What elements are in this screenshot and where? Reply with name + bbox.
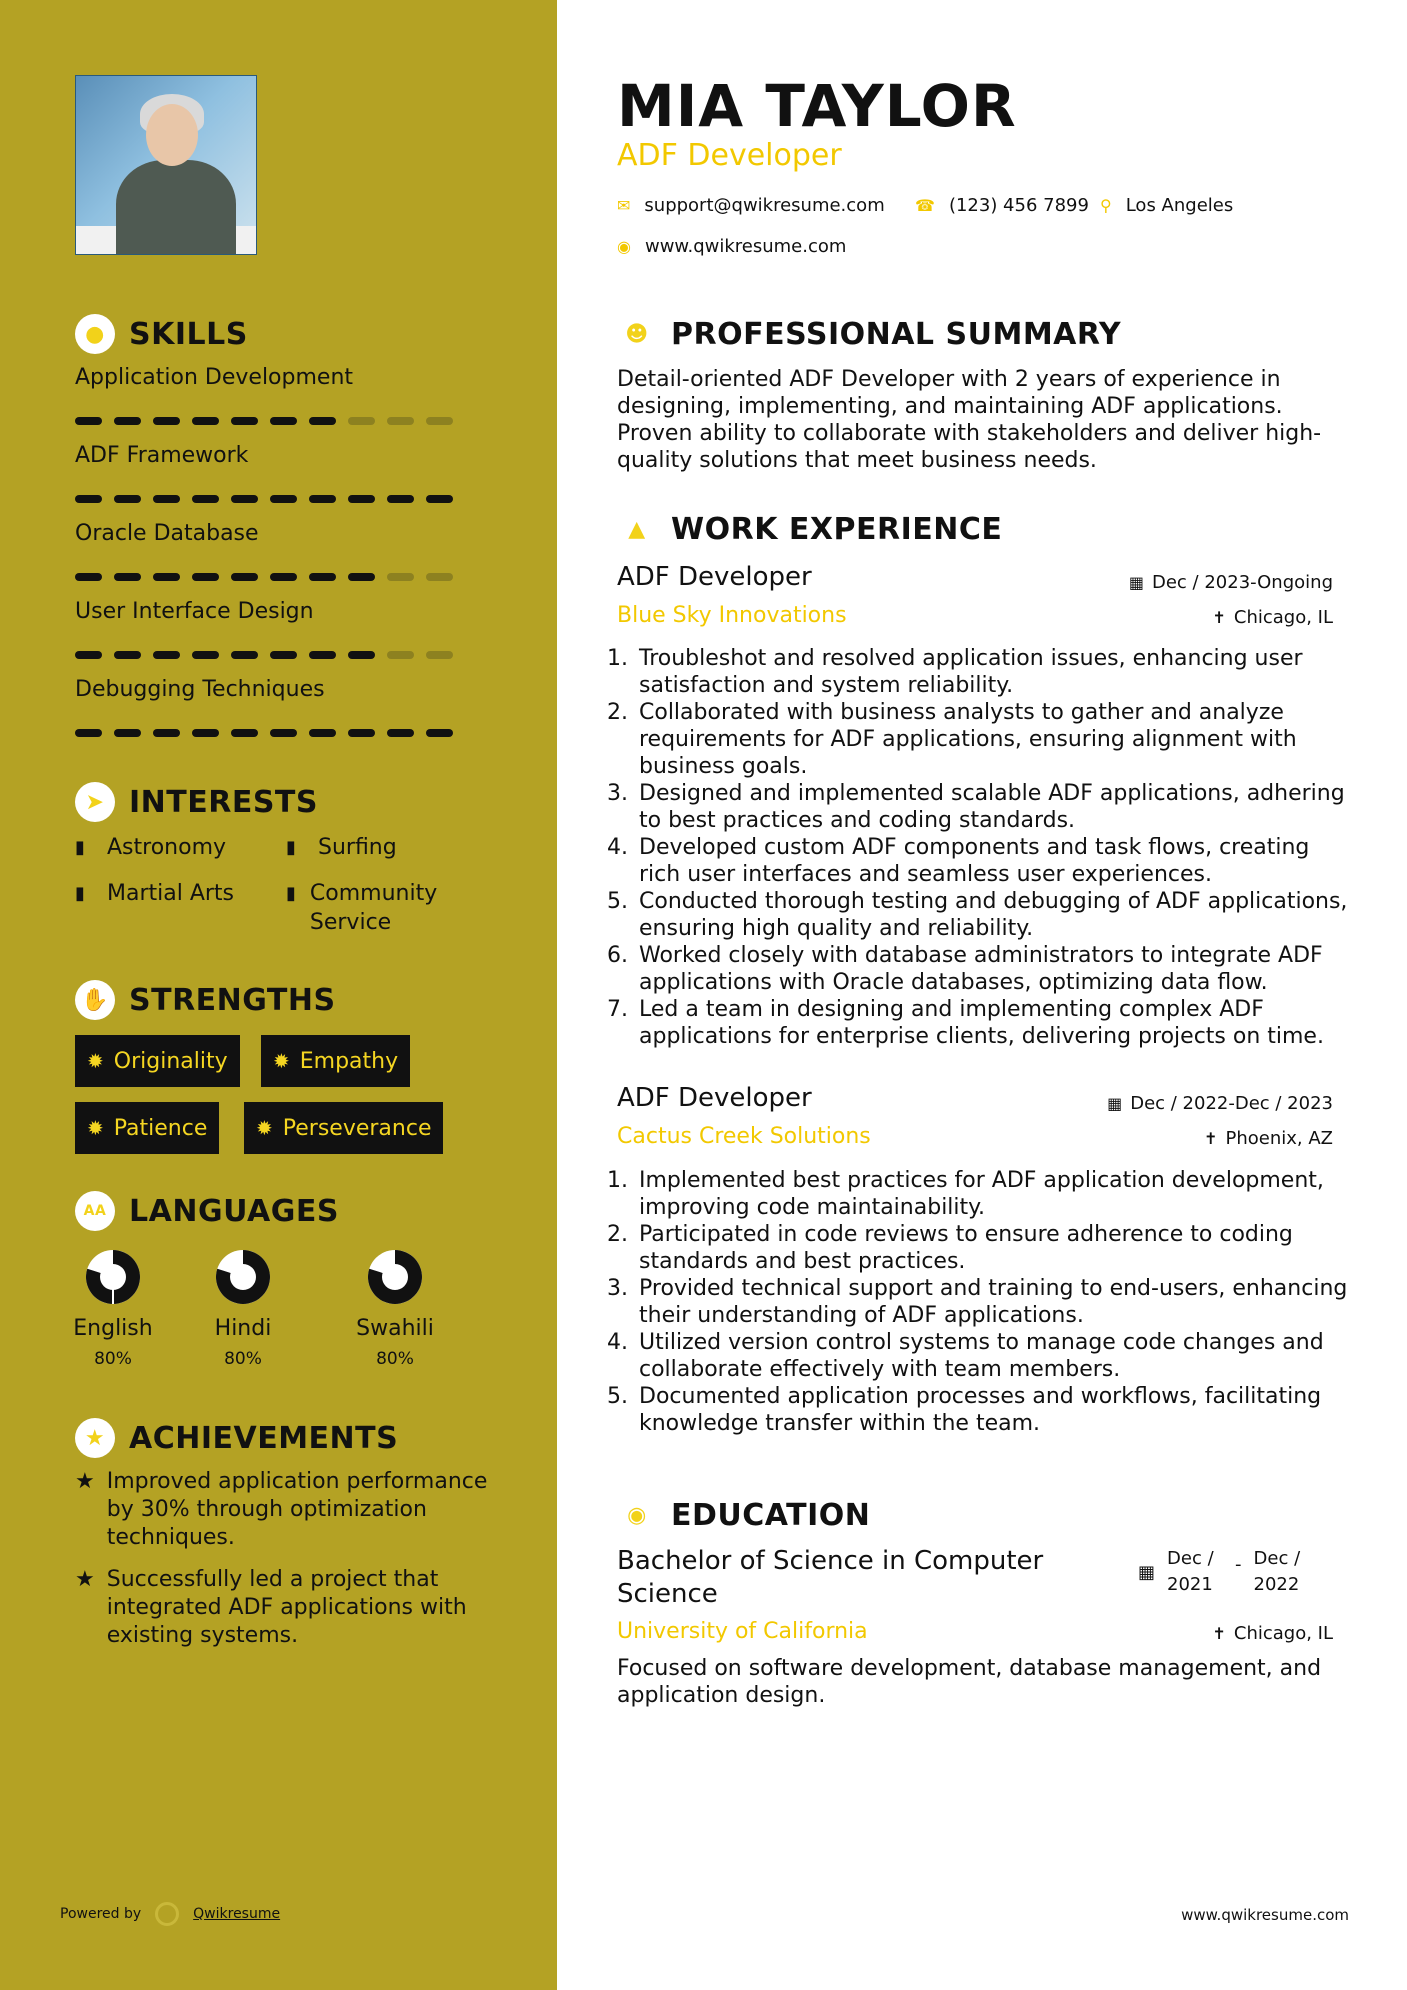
skill-label: ADF Framework [75, 443, 249, 468]
languages-heading: AА LANGUAGES [75, 1191, 339, 1231]
skill-level-dash [153, 573, 180, 581]
chair-icon: ▲ [617, 509, 657, 549]
language-item [330, 1248, 460, 1369]
skill-level-dash [270, 729, 297, 737]
qwikresume-link[interactable]: Qwikresume [193, 1906, 281, 1922]
skill-level-dash [387, 417, 414, 425]
achievements-heading: ★ ACHIEVEMENTS [75, 1418, 398, 1458]
interests-heading: ➤ INTERESTS [75, 782, 318, 822]
job-company: Cactus Creek Solutions [617, 1124, 871, 1149]
skill-level-dash [387, 651, 414, 659]
sun-icon: ✹ [87, 1116, 104, 1140]
interest-item: ▮ Martial Arts [75, 881, 235, 906]
job-location: ✝ Phoenix, AZ [1204, 1128, 1333, 1149]
lightbulb-icon: ● [75, 314, 115, 354]
skill-level-bar [75, 729, 453, 737]
skill-level-dash [75, 573, 102, 581]
map-pin-icon: ⚲ [1100, 196, 1112, 215]
skill-level-dash [270, 495, 297, 503]
achievement-item: ★ Improved application performance by 30% through optimization techniques. [75, 1469, 488, 1550]
skill-level-dash [192, 573, 219, 581]
education-description: Focused on software development, database management, and application design. [617, 1656, 1322, 1708]
fist-icon: ✋ [75, 980, 115, 1020]
duty-item: 3. Provided technical support and training to end-users, enhancing their understanding of ADF applications. [635, 1275, 1355, 1329]
skill-level-dash [387, 729, 414, 737]
sun-icon: ✹ [256, 1116, 273, 1140]
duty-item: 3. Designed and implemented scalable ADF applications, adhering to best practices and coding standards. [635, 780, 1355, 834]
job-title: ADF Developer [617, 1083, 812, 1113]
skill-label: Debugging Techniques [75, 677, 325, 702]
calendar-icon: ▦ [1138, 1562, 1156, 1583]
sun-icon: ✹ [273, 1049, 290, 1073]
skill-level-dash [114, 495, 141, 503]
skill-level-dash [348, 729, 375, 737]
skill-level-dash [309, 651, 336, 659]
experience-heading: ▲ WORK EXPERIENCE [617, 509, 1002, 549]
education-location: ✝ Chicago, IL [1212, 1623, 1333, 1644]
powered-by: Powered by Qwikresume [60, 1902, 280, 1926]
language-name: English [73, 1316, 153, 1341]
duty-item: 2. Participated in code reviews to ensure adherence to coding standards and best practices. [635, 1221, 1355, 1275]
globe-icon: ◉ [617, 237, 631, 256]
star-icon: ★ [75, 1567, 95, 1592]
language-pie [84, 1248, 142, 1306]
duty-item: 7. Led a team in designing and implementing complex ADF applications for enterprise clients, delivering projects on time. [635, 996, 1355, 1050]
skill-level-bar [75, 417, 453, 425]
envelope-icon: ✉ [617, 196, 631, 215]
skill-level-dash [231, 417, 258, 425]
skill-level-dash [270, 651, 297, 659]
skill-level-dash [114, 651, 141, 659]
duty-item: 4. Utilized version control systems to manage code changes and collaborate effectively with team members. [635, 1329, 1355, 1383]
skill-level-dash [348, 651, 375, 659]
book-icon: ▮ [75, 883, 85, 904]
skill-level-bar [75, 495, 453, 503]
skill-level-dash [348, 573, 375, 581]
duty-item: 6. Worked closely with database administrators to integrate ADF applications with Oracle databases, optimizing data flow. [635, 942, 1355, 996]
skill-level-dash [192, 495, 219, 503]
skill-level-dash [231, 573, 258, 581]
interest-item: ▮ Surfing [286, 835, 397, 860]
skill-level-dash [192, 651, 219, 659]
skill-label: Application Development [75, 365, 354, 390]
book-icon: ▮ [286, 883, 296, 904]
strength-tag: ✹ Patience [75, 1102, 219, 1154]
language-pie [366, 1248, 424, 1306]
language-name: Swahili [356, 1316, 434, 1341]
language-percent: 80% [376, 1349, 414, 1369]
skill-level-dash [426, 651, 453, 659]
education-degree: Bachelor of Science in Computer Science [617, 1546, 1044, 1609]
sidebar [0, 0, 557, 1990]
language-item [48, 1248, 178, 1369]
skill-level-dash [75, 417, 102, 425]
candidate-role: ADF Developer [617, 138, 842, 173]
skill-level-dash [309, 573, 336, 581]
skill-level-dash [231, 729, 258, 737]
duty-item: 2. Collaborated with business analysts to gather and analyze requirements for ADF applications, ensuring alignment with business goals. [635, 699, 1355, 780]
education-heading: ◉ EDUCATION [617, 1495, 870, 1535]
job-duties [617, 645, 1355, 1050]
skill-level-dash [192, 729, 219, 737]
language-pie [214, 1248, 272, 1306]
skill-level-dash [426, 729, 453, 737]
duty-item: 1. Troubleshot and resolved application issues, enhancing user satisfaction and system reliability. [635, 645, 1355, 699]
sun-icon: ✹ [87, 1049, 104, 1073]
skill-level-dash [75, 651, 102, 659]
footer-url[interactable]: www.qwikresume.com [1181, 1906, 1349, 1924]
skills-heading: ● SKILLS [75, 314, 248, 354]
duty-item: 5. Documented application processes and workflows, facilitating knowledge transfer within the team. [635, 1383, 1355, 1437]
interest-item: ▮ Astronomy [75, 835, 227, 860]
pin-icon: ✝ [1212, 1624, 1226, 1643]
paper-plane-icon: ➤ [75, 782, 115, 822]
duty-item: 4. Developed custom ADF components and task flows, creating rich user interfaces and seamless user experiences. [635, 834, 1355, 888]
skill-level-dash [270, 417, 297, 425]
skill-level-dash [309, 495, 336, 503]
skill-level-dash [348, 495, 375, 503]
skill-label: User Interface Design [75, 599, 314, 624]
skill-level-dash [426, 495, 453, 503]
language-item [178, 1248, 308, 1369]
pin-icon: ✝ [1204, 1129, 1218, 1148]
skill-level-dash [270, 573, 297, 581]
skill-level-dash [309, 417, 336, 425]
job-dates: ▦ Dec / 2023-Ongoing [1128, 572, 1333, 593]
strengths-heading: ✋ STRENGTHS [75, 980, 336, 1020]
contact-phone[interactable]: ☎ (123) 456 7899 [915, 195, 1089, 216]
skill-label: Oracle Database [75, 521, 259, 546]
skill-level-dash [192, 417, 219, 425]
skill-level-bar [75, 573, 453, 581]
skill-level-dash [231, 495, 258, 503]
calendar-icon: ▦ [1107, 1094, 1123, 1113]
calendar-icon: ▦ [1128, 573, 1144, 592]
star-icon: ★ [75, 1418, 115, 1458]
contact-email[interactable]: ✉ support@qwikresume.com [617, 195, 885, 216]
skill-level-dash [309, 729, 336, 737]
summary-heading: ☻ PROFESSIONAL SUMMARY [617, 314, 1121, 354]
phone-icon: ☎ [915, 196, 935, 215]
strength-tag: ✹ Empathy [261, 1035, 410, 1087]
strength-tag: ✹ Perseverance [244, 1102, 443, 1154]
job-location: ✝ Chicago, IL [1212, 607, 1333, 628]
duty-item: 5. Conducted thorough testing and debugging of ADF applications, ensuring high quality and reliability. [635, 888, 1355, 942]
job-duties [617, 1167, 1355, 1437]
skill-level-dash [153, 729, 180, 737]
skill-level-dash [75, 729, 102, 737]
contact-website[interactable]: ◉ www.qwikresume.com [617, 236, 847, 257]
education-dates: ▦ Dec / 2021 - Dec / 2022 [1138, 1546, 1310, 1598]
skill-level-dash [75, 495, 102, 503]
skill-level-dash [114, 573, 141, 581]
achievement-item: ★ Successfully led a project that integrated ADF applications with existing systems. [75, 1567, 467, 1648]
strength-tag: ✹ Originality [75, 1035, 240, 1087]
skill-level-dash [114, 417, 141, 425]
book-icon: ▮ [75, 837, 85, 858]
duty-item: 1. Implemented best practices for ADF application development, improving code maintainability. [635, 1167, 1355, 1221]
skill-level-dash [153, 417, 180, 425]
education-school: University of California [617, 1619, 868, 1644]
graduation-cap-icon: ◉ [617, 1495, 657, 1535]
language-icon: AА [75, 1191, 115, 1231]
star-icon: ★ [75, 1469, 95, 1494]
skill-level-dash [387, 573, 414, 581]
qwikresume-logo-icon [155, 1902, 179, 1926]
language-name: Hindi [214, 1316, 272, 1341]
pin-icon: ✝ [1212, 608, 1226, 627]
skill-level-dash [426, 417, 453, 425]
skill-level-dash [348, 417, 375, 425]
candidate-name: MIA TAYLOR [617, 72, 1017, 140]
job-company: Blue Sky Innovations [617, 603, 847, 628]
skill-level-dash [426, 573, 453, 581]
skill-level-bar [75, 651, 453, 659]
profile-photo [75, 75, 257, 255]
job-dates: ▦ Dec / 2022-Dec / 2023 [1107, 1093, 1333, 1114]
date-separator: - [1235, 1554, 1242, 1575]
skill-level-dash [231, 651, 258, 659]
skill-level-dash [114, 729, 141, 737]
job-title: ADF Developer [617, 562, 812, 592]
language-percent: 80% [94, 1349, 132, 1369]
book-icon: ▮ [286, 837, 296, 858]
interest-item: ▮ Community Service [286, 881, 438, 935]
skill-level-dash [387, 495, 414, 503]
skill-level-dash [153, 495, 180, 503]
skill-level-dash [153, 651, 180, 659]
language-percent: 80% [224, 1349, 262, 1369]
contact-location: ⚲ Los Angeles [1100, 195, 1234, 216]
summary-text: Detail-oriented ADF Developer with 2 years of experience in designing, implementing, and maintaining ADF applications. Proven ability to collaborate with stakeholders and deliver high-quality solutions that meet business needs. [617, 367, 1322, 473]
user-icon: ☻ [617, 314, 657, 354]
